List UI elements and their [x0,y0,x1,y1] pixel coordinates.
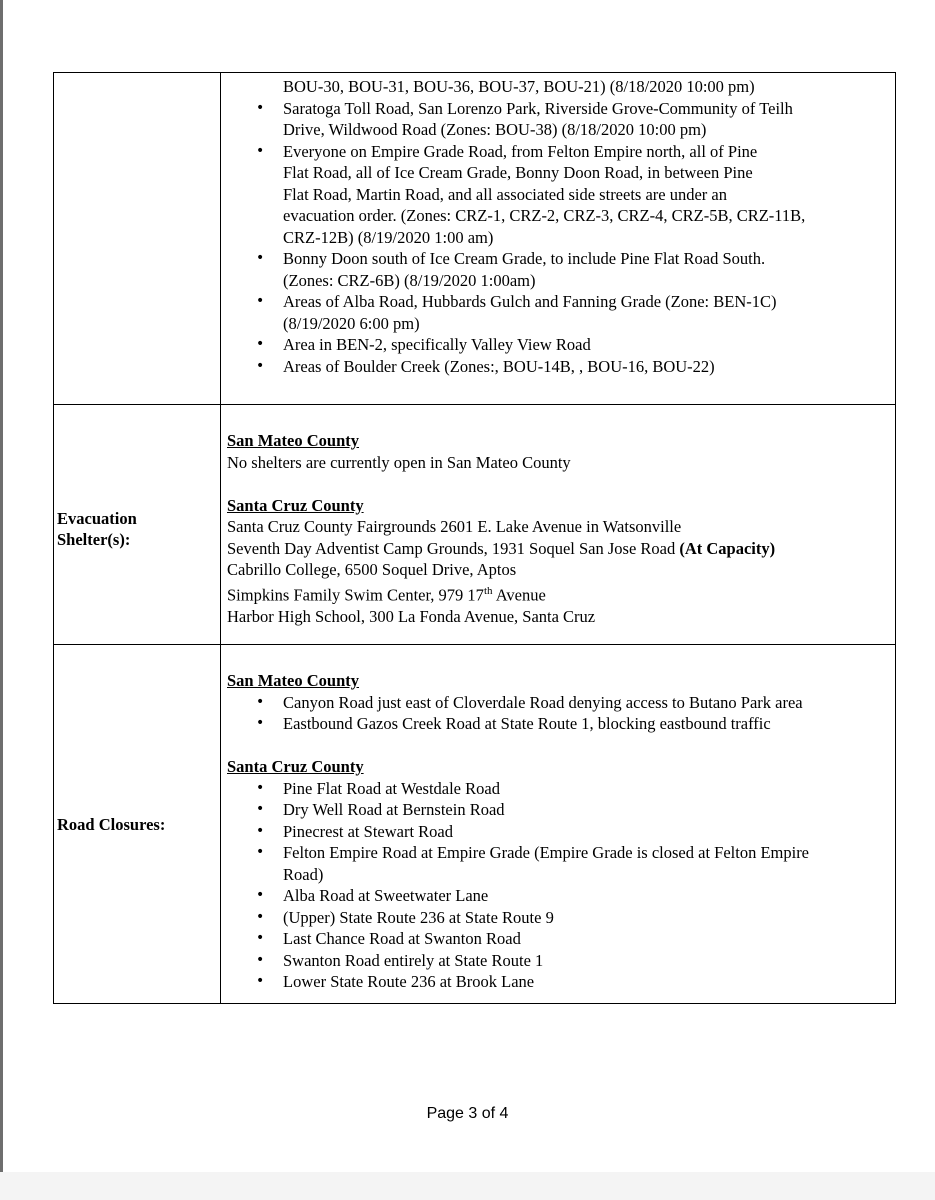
shelter-line: Santa Cruz County Fairgrounds 2601 E. Lake Avenue in Watsonville [227,517,682,536]
closures-santa-cruz-heading: Santa Cruz County [227,757,364,776]
list-item-line: evacuation order. (Zones: CRZ-1, CRZ-2, CRZ-3, CRZ-4, CRZ-5B, CRZ-11B, [283,206,806,225]
list-item [227,928,889,950]
list-item-line: Last Chance Road at Swanton Road [283,929,521,948]
evacuation-shelters-label-cell [54,405,221,645]
list-item [227,141,889,249]
road-closures-content-cell [221,645,896,1004]
list-item-line: Drive, Wildwood Road (Zones: BOU-38) (8/18/2020 10:00 pm) [283,120,707,139]
shelter-line [227,538,889,560]
list-item [227,799,889,821]
shelters-san-mateo-text: No shelters are currently open in San Mateo County [227,452,571,472]
evacuation-orders-content-cell [221,73,896,405]
shelters-san-mateo-heading: San Mateo County [227,431,360,450]
evacuation-shelters-label-line2: Shelter(s): [57,529,131,549]
list-item-line: Bonny Doon south of Ice Cream Grade, to include Pine Flat Road South. [283,249,766,268]
evacuation-orders-label-cell [54,73,221,405]
list-item: • Eastbound Gazos Creek Road at State Route 1, blocking eastbound traffic [227,713,889,735]
shelter-line [227,581,889,606]
road-closures-row [54,645,896,1004]
evacuation-orders-list [227,98,889,378]
list-item [227,842,889,885]
list-item [227,291,889,334]
evacuation-shelters-label-line1: Evacuation [57,508,137,528]
list-item-line: (8/19/2020 6:00 pm) [283,313,420,333]
list-item-line: Lower State Route 236 at Brook Lane [283,972,535,991]
list-item [227,950,889,972]
shelters-santa-cruz-heading: Santa Cruz County [227,495,364,515]
evacuation-shelters-content-cell [221,405,896,645]
list-item-line: (Upper) State Route 236 at State Route 9 [283,907,554,927]
evacuation-orders-continuation: BOU-30, BOU-31, BOU-36, BOU-37, BOU-21) (8/18/2020 10:00 pm) [283,77,755,96]
capacity-note: (At Capacity) [679,538,776,558]
list-item-line: Flat Road, all of Ice Cream Grade, Bonny Doon Road, in between Pine [283,163,753,182]
shelter-line: Cabrillo College, 6500 Soquel Drive, Aptos [227,560,517,579]
shelter-line-text: Avenue [495,585,546,604]
info-table [53,72,896,1004]
evacuation-shelters-row [54,405,896,645]
evacuation-orders-row [54,73,896,405]
shelter-line: Harbor High School, 300 La Fonda Avenue, Santa Cruz [227,606,596,626]
list-item-line: Felton Empire Road at Empire Grade (Empire Grade is closed at Felton Empire [283,843,810,862]
closures-san-mateo-heading: San Mateo County [227,671,360,690]
list-item [227,907,889,929]
list-item [227,334,889,356]
list-item [227,98,889,141]
road-closures-label: Road Closures: [57,814,166,834]
list-item-line: Saratoga Toll Road, San Lorenzo Park, Riverside Grove-Community of Teilh [283,98,793,118]
closures-san-mateo-list [227,692,889,735]
list-item-line: Alba Road at Sweetwater Lane [283,886,489,905]
list-item [227,778,889,800]
list-item-line: Areas of Alba Road, Hubbards Gulch and Fanning Grade (Zone: BEN-1C) [283,292,777,311]
page-bottom-shade [0,1172,935,1200]
list-item-line: Road) [283,864,324,884]
list-item-line: Flat Road, Martin Road, and all associated side streets are under an [283,184,727,204]
ordinal-suffix: th [483,584,493,597]
list-item-line: Swanton Road entirely at State Route 1 [283,950,544,970]
list-item-line: Areas of Boulder Creek (Zones:, BOU-14B, , BOU-16, BOU-22) [283,356,715,376]
list-item-line: Dry Well Road at Bernstein Road [283,800,505,819]
road-closures-label-cell [54,645,221,1004]
list-item-line: CRZ-12B) (8/19/2020 1:00 am) [283,227,494,247]
list-item [227,885,889,907]
page-number: Page 3 of 4 [426,1105,509,1122]
list-item-line: Pinecrest at Stewart Road [283,821,453,841]
shelter-line-text: Simpkins Family Swim Center, 979 17 [227,585,484,604]
list-item [227,971,889,993]
list-item [227,248,889,291]
list-item-line: (Zones: CRZ-6B) (8/19/2020 1:00am) [283,270,536,290]
closures-santa-cruz-list [227,778,889,993]
list-item: • Canyon Road just east of Cloverdale Road denying access to Butano Park area [227,692,889,714]
list-item-line: Pine Flat Road at Westdale Road [283,778,500,798]
list-item-line: Everyone on Empire Grade Road, from Felton Empire north, all of Pine [283,141,758,161]
shelter-line-text: Seventh Day Adventist Camp Grounds, 1931 Soquel San Jose Road [227,538,676,558]
list-item-line: Area in BEN-2, specifically Valley View Road [283,335,591,354]
list-item [227,821,889,843]
page-left-border [0,0,3,1200]
list-item [227,356,889,378]
